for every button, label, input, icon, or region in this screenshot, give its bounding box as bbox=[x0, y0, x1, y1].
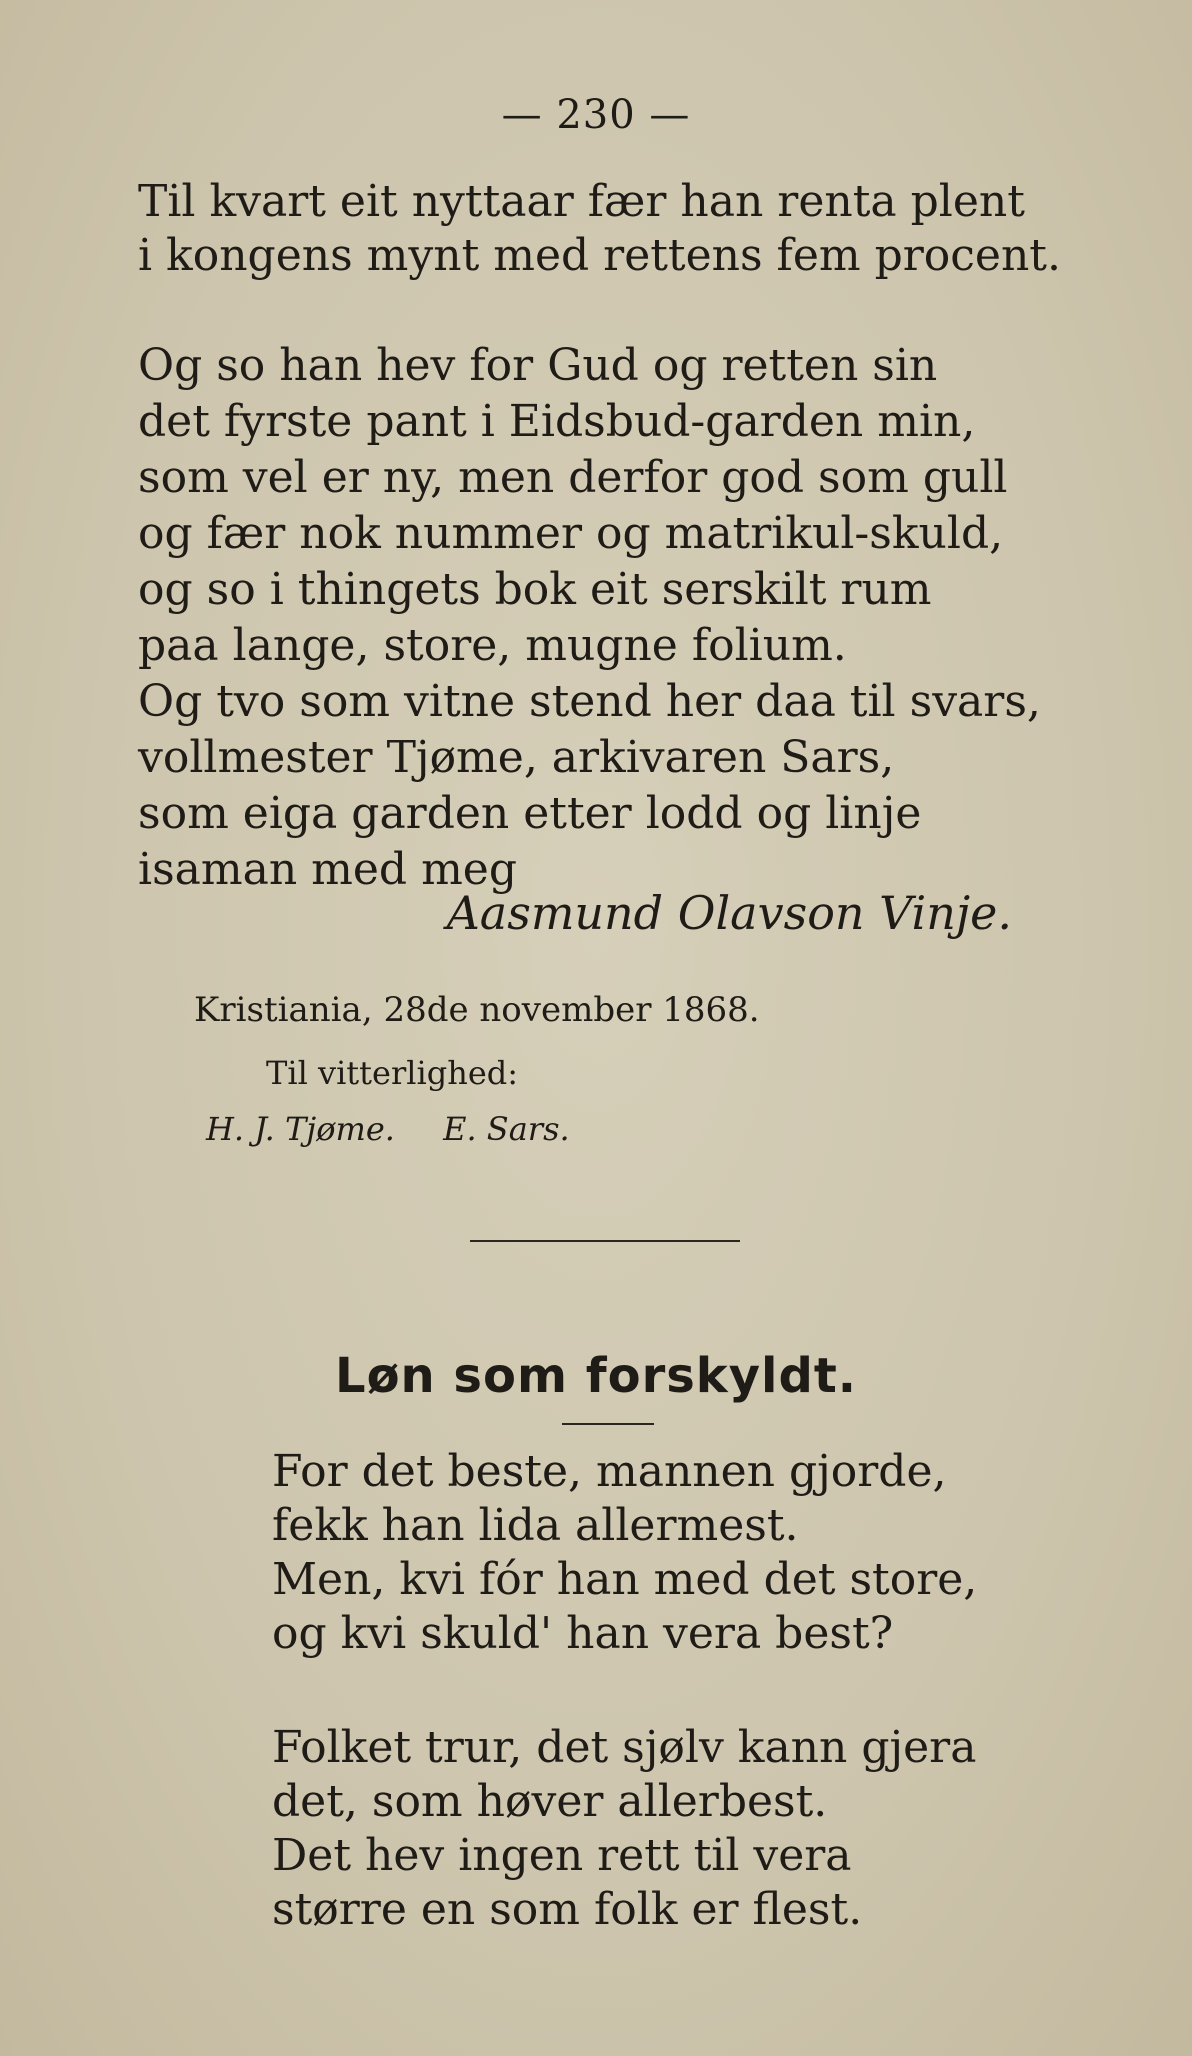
verse-line: Det hev ingen rett til vera bbox=[272, 1830, 852, 1881]
verse-line: Og so han hev for Gud og retten sin bbox=[138, 340, 938, 391]
witness-label: Til vitterlighed: bbox=[266, 1054, 519, 1092]
verse-line: paa lange, store, mugne folium. bbox=[138, 620, 847, 671]
verse-line: Folket trur, det sjølv kann gjera bbox=[272, 1722, 977, 1773]
verse-line: og kvi skuld' han vera best? bbox=[272, 1608, 894, 1659]
verse-line: og so i thingets bok eit serskilt rum bbox=[138, 564, 932, 615]
poem-title: Løn som forskyldt. bbox=[334, 1348, 858, 1404]
dateline: Kristiania, 28de november 1868. bbox=[194, 990, 760, 1030]
title-underline bbox=[562, 1423, 654, 1425]
verse-line: fekk han lida allermest. bbox=[272, 1500, 799, 1551]
verse-line: det, som høver allerbest. bbox=[272, 1776, 828, 1827]
verse-line: som vel er ny, men derfor god som gull bbox=[138, 452, 1008, 503]
section-divider bbox=[470, 1240, 740, 1242]
author-signature: Aasmund Olavson Vinje. bbox=[446, 886, 1012, 940]
witness-name: H. J. Tjøme. bbox=[206, 1110, 395, 1148]
verse-line: Men, kvi fór han med det store, bbox=[272, 1554, 978, 1605]
page-number: — 230 — bbox=[501, 92, 691, 138]
verse-line: det fyrste pant i Eidsbud-garden min, bbox=[138, 396, 976, 447]
witness-name: E. Sars. bbox=[443, 1110, 570, 1148]
verse-line: isaman med meg bbox=[138, 844, 518, 895]
verse-line: vollmester Tjøme, arkivaren Sars, bbox=[138, 732, 895, 783]
witness-names bbox=[206, 1110, 608, 1148]
verse-line: og fær nok nummer og matrikul-skuld, bbox=[138, 508, 1004, 559]
verse-line: For det beste, mannen gjorde, bbox=[272, 1446, 947, 1497]
verse-line: Til kvart eit nyttaar fær han renta plent bbox=[138, 176, 1025, 227]
verse-line: Og tvo som vitne stend her daa til svars, bbox=[138, 676, 1041, 727]
verse-line: som eiga garden etter lodd og linje bbox=[138, 788, 922, 839]
verse-line: større en som folk er flest. bbox=[272, 1884, 863, 1935]
verse-line: i kongens mynt med rettens fem procent. bbox=[138, 230, 1061, 281]
